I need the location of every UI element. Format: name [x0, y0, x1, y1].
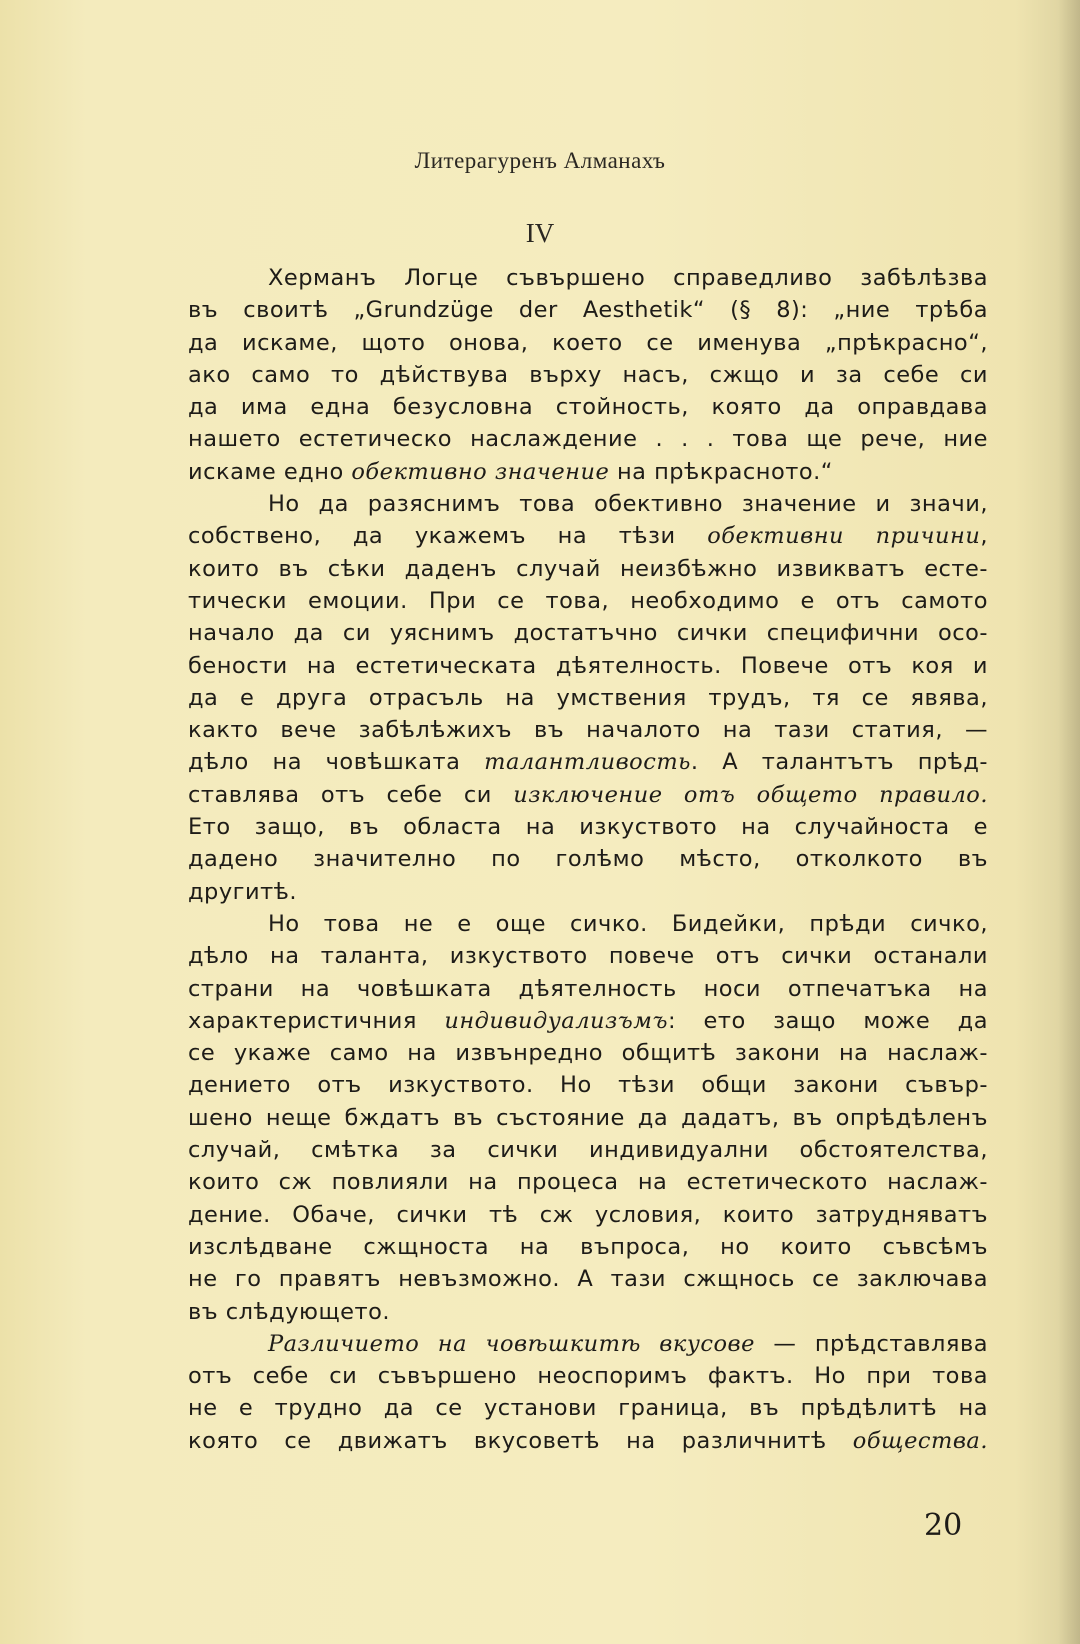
text-line [188, 811, 988, 843]
text-segment: да има една безусловна стойность, която да оправдава [188, 394, 988, 421]
text-segment: собствено, да укажемъ на тѣзи [188, 523, 708, 550]
text-segment: да искаме, щото онова, което се именува „прѣкрасно“, [188, 329, 988, 356]
text-line [188, 359, 988, 391]
text-line [188, 1134, 988, 1166]
text-segment: които сж повлияли на процеса на естетическото наслаж- [188, 1169, 988, 1196]
text-segment: ставлява отъ себе си [188, 781, 514, 808]
text-line [188, 1392, 988, 1424]
text-line [188, 1166, 988, 1198]
text-segment: нашето естетическо наслаждение . . . това ще рече, ние [188, 426, 988, 453]
italic-phrase: талантливость [484, 749, 691, 776]
text-segment: страни на човѣшката дѣятелность носи отпечатъка на [188, 975, 988, 1002]
text-segment: отъ себе си съвършено неоспоримъ фактъ. Но при това [188, 1363, 988, 1390]
text-line [188, 1231, 988, 1263]
text-line [188, 585, 988, 617]
text-line [188, 973, 988, 1005]
text-line [188, 714, 988, 746]
text-segment: , [980, 523, 988, 550]
text-line [188, 1296, 988, 1328]
text-line [188, 327, 988, 359]
text-line [188, 682, 988, 714]
text-segment: Но това не е още сичко. Бидейки, прѣди сичко, [268, 910, 988, 937]
text-line [188, 391, 988, 423]
text-line [188, 1037, 988, 1069]
running-header: Литерагуренъ Алманахъ [414, 148, 666, 173]
text-segment: дѣло на таланта, изкуството повече отъ сички останали [188, 943, 988, 970]
italic-phrase: индивидуализъмъ [444, 1007, 668, 1034]
text-segment: другитѣ. [188, 878, 297, 905]
text-line [188, 1199, 988, 1231]
text-segment: изслѣдване сжщноста на въпроса, но които съвсѣмъ [188, 1233, 988, 1260]
text-segment: бености на естетическата дѣятелность. Повече отъ коя и [188, 652, 988, 679]
text-segment: начало да си уяснимъ достатъчно сички специфични осо- [188, 620, 988, 647]
text-segment: искаме едно [188, 458, 352, 485]
text-segment: — прѣдставлява [754, 1330, 988, 1357]
text-line [188, 262, 988, 294]
text-line [188, 650, 988, 682]
text-segment: : ето защо може да [667, 1007, 988, 1034]
text-line [188, 843, 988, 875]
text-line [188, 294, 988, 326]
text-segment: характеристичния [188, 1007, 445, 1034]
text-line [188, 1102, 988, 1134]
italic-phrase: изключение отъ общето правило. [513, 781, 988, 808]
italic-phrase: Различието на човѣшкитѣ вкусове [268, 1330, 755, 1357]
text-segment: не е трудно да се установи граница, въ прѣдѣлитѣ на [188, 1395, 988, 1422]
text-segment: тически емоции. При се това, необходимо е отъ самото [188, 587, 988, 614]
text-line [188, 1328, 988, 1360]
text-line [188, 456, 988, 488]
text-line [188, 876, 988, 908]
italic-phrase: общества. [852, 1427, 988, 1454]
italic-phrase: обективни причини [707, 523, 981, 550]
text-segment: както вече забѣлѣжихъ въ началото на тази статия, — [188, 717, 988, 744]
text-line [188, 520, 988, 552]
text-segment: които въ сѣки даденъ случай неизбѣжно извикватъ есте- [188, 555, 988, 582]
text-line [188, 1425, 988, 1457]
text-segment: въ своитѣ „Grundzüge der Aesthetik“ (§ 8): „ние трѣба [188, 297, 988, 324]
text-segment: Херманъ Логце съвършено справедливо забѣлѣзва [268, 265, 988, 291]
text-segment: случай, смѣтка за сички индивидуални обстоятелства, [188, 1137, 988, 1164]
text-line [188, 746, 988, 778]
body-text [188, 262, 988, 1457]
text-segment: въ слѣдующето. [188, 1298, 391, 1325]
text-line [188, 488, 988, 520]
text-line [188, 779, 988, 811]
text-line [188, 940, 988, 972]
text-line [188, 908, 988, 940]
text-line [188, 1069, 988, 1101]
text-segment: . А талантътъ прѣд- [690, 749, 988, 776]
text-segment: се укаже само на извънредно общитѣ закони на наслаж- [188, 1040, 988, 1067]
text-segment: дение. Обаче, сички тѣ сж условия, които затрудняватъ [188, 1201, 988, 1228]
italic-phrase: обективно значение [351, 458, 610, 485]
text-segment: Ето защо, въ областа на изкуството на случайноста е [188, 814, 988, 841]
text-segment: не го правятъ невъзможно. А тази сжщнось се заключава [188, 1266, 988, 1293]
section-number: IV [525, 218, 555, 248]
text-segment: дѣло на човѣшката [188, 749, 485, 776]
text-segment: ако само то дѣйствува върху насъ, сжщо и за себе си [188, 361, 988, 388]
text-line [188, 617, 988, 649]
text-line [188, 1005, 988, 1037]
text-segment: дението отъ изкуството. Но тѣзи общи закони съвър- [188, 1072, 988, 1099]
page-number: 20 [924, 1508, 963, 1543]
text-segment: Но да разяснимъ това обективно значение и значи, [268, 491, 988, 518]
text-line [188, 553, 988, 585]
text-segment: на прѣкрасното.“ [609, 458, 833, 485]
text-line [188, 423, 988, 455]
text-line [188, 1263, 988, 1295]
text-segment: да е друга отрасъль на умствения трудъ, тя се явява, [188, 684, 988, 711]
text-segment: която се движатъ вкусоветѣ на различнитѣ [188, 1427, 853, 1454]
text-segment: дадено значително по голѣмо мѣсто, отколкото въ [188, 846, 988, 873]
text-segment: шено неще бждатъ въ състояние да дадатъ, въ опрѣдѣленъ [188, 1104, 988, 1131]
text-line [188, 1360, 988, 1392]
